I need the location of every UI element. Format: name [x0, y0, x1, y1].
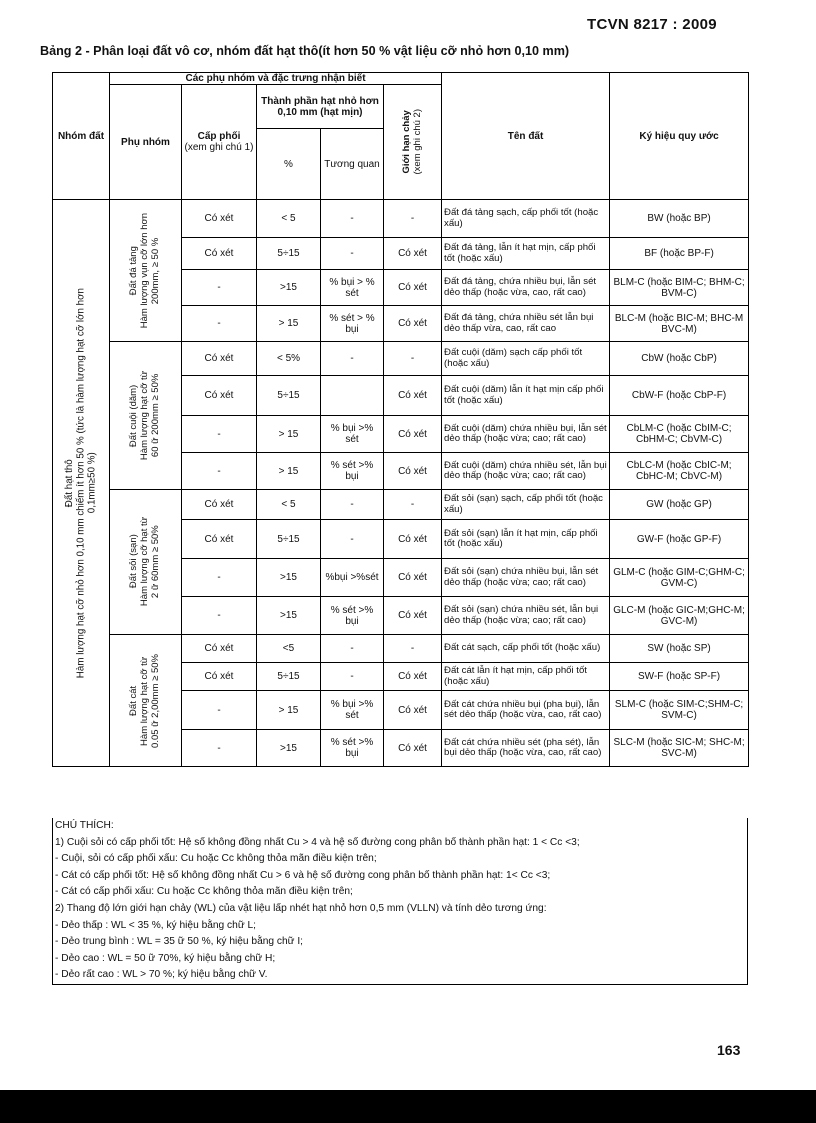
symbol-cell: SLM-C (hoặc SIM-C;SHM-C; SVM-C)	[610, 691, 749, 730]
gradation-cell: -	[182, 597, 257, 635]
gradation-cell: Có xét	[182, 635, 257, 663]
percent-cell: 5÷15	[257, 238, 321, 270]
percent-cell: >15	[257, 597, 321, 635]
soil-name-cell: Đất sỏi (sạn) chứa nhiều bụi, lẫn sét dẻo thấp (hoặc vừa; cao; rất cao)	[442, 559, 610, 597]
liquid-limit-cell: Có xét	[384, 416, 442, 453]
relation-cell: -	[321, 663, 384, 691]
soil-name-cell: Đất cuội (dăm) chứa nhiều bụi, lẫn sét dẻo thấp (hoặc vừa; cao; rất cao)	[442, 416, 610, 453]
percent-cell: < 5	[257, 200, 321, 238]
symbol-cell: GLM-C (hoặc GIM-C;GHM-C; GVM-C)	[610, 559, 749, 597]
subgroup-line3: 2 ữ 60mm ≥ 50%	[149, 525, 161, 599]
symbol-cell: GW (hoặc GP)	[610, 490, 749, 520]
notes-title: CHÚ THÍCH:	[55, 820, 114, 831]
soil-name-cell: Đất sỏi (sạn) lẫn ít hạt mịn, cấp phối tốt (hoặc xấu)	[442, 520, 610, 559]
subgroup-cell	[110, 635, 182, 767]
note-line: 1) Cuội sỏi có cấp phối tốt: Hệ số không đồng nhất Cu > 4 và hệ số đường cong phân bố thành phần hạt: 1 < Cc <3;	[55, 836, 580, 848]
note-line: - Cát có cấp phối xấu: Cu hoặc Cc không thỏa mãn điều kiện trên;	[55, 886, 353, 898]
percent-cell: > 15	[257, 691, 321, 730]
liquid-limit-cell: Có xét	[384, 730, 442, 767]
subgroup-line3: 200mm, ≥ 50 %	[149, 237, 161, 304]
gradation-cell: -	[182, 270, 257, 306]
liquid-limit-cell: Có xét	[384, 270, 442, 306]
soil-name-cell: Đất cát sạch, cấp phối tốt (hoặc xấu)	[442, 635, 610, 663]
note-line: - Dẻo cao : WL = 50 ữ 70%, ký hiệu bằng chữ H;	[55, 952, 276, 964]
liquid-limit-cell: Có xét	[384, 663, 442, 691]
percent-cell: 5÷15	[257, 376, 321, 416]
liquid-limit-cell: Có xét	[384, 691, 442, 730]
percent-cell: > 15	[257, 453, 321, 490]
liquid-limit-cell: Có xét	[384, 520, 442, 559]
symbol-cell: SW (hoặc SP)	[610, 635, 749, 663]
subgroup-line2: Hàm lượng vụn cỡ lớn hơn	[139, 212, 151, 329]
header-gradation	[182, 85, 257, 200]
symbol-cell: CbLC-M (hoặc CbIC-M; CbHC-M; CbVC-M)	[610, 453, 749, 490]
gradation-cell: -	[182, 416, 257, 453]
notes-box	[52, 818, 748, 985]
symbol-cell: CbW-F (hoặc CbP-F)	[610, 376, 749, 416]
subgroup-line1: Đất sỏi (sạn)	[128, 535, 140, 589]
subgroup-line2: Hàm lượng hạt cỡ từ	[139, 655, 151, 746]
header-subgroup: Phụ nhóm	[110, 85, 182, 200]
subgroup-cell	[110, 342, 182, 490]
gradation-cell: -	[182, 559, 257, 597]
symbol-cell: BLC-M (hoặc BIC-M; BHC-M BVC-M)	[610, 306, 749, 342]
percent-cell: >15	[257, 559, 321, 597]
table-title: Bảng 2 - Phân loại đất vô cơ, nhóm đất hạt thô(ít hơn 50 % vật liệu cỡ nhỏ hơn 0,10 mm)	[40, 44, 570, 58]
liquid-limit-cell: -	[384, 490, 442, 520]
subgroup-line1: Đất đá tảng	[128, 245, 140, 296]
gradation-cell: Có xét	[182, 200, 257, 238]
group-line2: Hàm lượng hạt cỡ nhỏ hơn 0,10 mm chiếm ít hơn 50 % (tức là hàm lượng hạt cỡ lớn hơn	[75, 287, 87, 679]
soil-name-cell: Đất cuội (dăm) lẫn ít hạt mịn cấp phối tốt (hoặc xấu)	[442, 376, 610, 416]
note-line: 2) Thang độ lớn giới hạn chảy (WL) của vật liệu lấp nhét hạt nhỏ hơn 0,5 mm (VLLN) và tính dẻo tương ứng:	[55, 902, 547, 914]
subgroup-line1: Đất cuội (dăm)	[128, 384, 140, 447]
classification-table	[52, 72, 749, 767]
header-liquid-limit-note: (xem ghi chú 2)	[411, 109, 423, 175]
liquid-limit-cell: -	[384, 635, 442, 663]
relation-cell: -	[321, 635, 384, 663]
note-line: - Dẻo rất cao : WL > 70 %; ký hiệu bằng chữ V.	[55, 969, 268, 981]
header-soil-name: Tên đất	[442, 73, 610, 200]
liquid-limit-cell: Có xét	[384, 238, 442, 270]
header-symbol: Ký hiệu quy ước	[610, 73, 749, 200]
relation-cell: % bụi > % sét	[321, 270, 384, 306]
liquid-limit-cell: -	[384, 200, 442, 238]
percent-cell: < 5	[257, 490, 321, 520]
relation-cell: % sét >% bụi	[321, 597, 384, 635]
note-line: - Cát có cấp phối tốt: Hệ số không đồng nhất Cu > 6 và hệ số đường cong phân bố thành phần hạt: 1< Cc <3;	[55, 869, 551, 881]
relation-cell: %bụi >%sét	[321, 559, 384, 597]
soil-name-cell: Đất cát chứa nhiều sét (pha sét), lẫn bụi dẻo thấp (hoặc vừa, cao, rất cao)	[442, 730, 610, 767]
header-relation: Tương quan	[321, 129, 384, 200]
relation-cell: % sét >% bụi	[321, 453, 384, 490]
percent-cell: 5÷15	[257, 520, 321, 559]
symbol-cell: SW-F (hoặc SP-F)	[610, 663, 749, 691]
header-gradation-note: (xem ghi chú 1)	[184, 142, 254, 153]
subgroup-line3: 60 ữ 200mm ≥ 50%	[149, 373, 161, 458]
relation-cell: -	[321, 342, 384, 376]
header-gradation-label: Cấp phối	[197, 131, 241, 142]
header-liquid-limit-label: Giới hạn chảy	[400, 110, 412, 174]
group-line3: 0,1mm≥50 %)	[86, 452, 98, 514]
soil-name-cell: Đất sỏi (sạn) chứa nhiều sét, lẫn bụi dẻo thấp (hoặc vừa; cao; rất cao)	[442, 597, 610, 635]
subgroup-cell	[110, 490, 182, 635]
gradation-cell: Có xét	[182, 663, 257, 691]
liquid-limit-cell: -	[384, 342, 442, 376]
relation-cell: % bụi >% sét	[321, 416, 384, 453]
symbol-cell: BLM-C (hoặc BIM-C; BHM-C; BVM-C)	[610, 270, 749, 306]
relation-cell: % sét >% bụi	[321, 730, 384, 767]
liquid-limit-cell: Có xét	[384, 306, 442, 342]
gradation-cell: Có xét	[182, 490, 257, 520]
subgroup-cell	[110, 200, 182, 342]
header-liquid-limit	[384, 85, 442, 200]
gradation-cell: Có xét	[182, 342, 257, 376]
percent-cell: <5	[257, 635, 321, 663]
note-line: - Dẻo trung bình : WL = 35 ữ 50 %, ký hiệu bằng chữ I;	[55, 936, 303, 948]
page-number: 163	[717, 1042, 741, 1058]
subgroup-line3: 0.05 ữ 2,00mm ≥ 50%	[149, 653, 161, 748]
symbol-cell: BW (hoặc BP)	[610, 200, 749, 238]
gradation-cell: Có xét	[182, 520, 257, 559]
table-row	[53, 490, 749, 520]
header-subgroups-char: Các phụ nhóm và đặc trưng nhận biết	[110, 73, 442, 85]
liquid-limit-cell: Có xét	[384, 453, 442, 490]
relation-cell: -	[321, 238, 384, 270]
percent-cell: < 5%	[257, 342, 321, 376]
symbol-cell: BF (hoặc BP-F)	[610, 238, 749, 270]
liquid-limit-cell: Có xét	[384, 597, 442, 635]
table-row	[53, 342, 749, 376]
table-row	[53, 635, 749, 663]
subgroup-line1: Đất cát	[128, 685, 140, 716]
gradation-cell: Có xét	[182, 376, 257, 416]
symbol-cell: GLC-M (hoặc GIC-M;GHC-M; GVC-M)	[610, 597, 749, 635]
gradation-cell: -	[182, 453, 257, 490]
liquid-limit-cell: Có xét	[384, 559, 442, 597]
symbol-cell: GW-F (hoặc GP-F)	[610, 520, 749, 559]
group-line1: Đất hạt thô	[64, 459, 76, 507]
scan-edge-band	[0, 1090, 816, 1123]
relation-cell: % bụi >% sét	[321, 691, 384, 730]
percent-cell: > 15	[257, 306, 321, 342]
note-line: - Cuội, sỏi có cấp phối xấu: Cu hoặc Cc không thỏa mãn điều kiện trên;	[55, 853, 377, 865]
soil-name-cell: Đất đá tảng, lẫn ít hạt mịn, cấp phối tốt (hoặc xấu)	[442, 238, 610, 270]
liquid-limit-cell: Có xét	[384, 376, 442, 416]
symbol-cell: CbW (hoặc CbP)	[610, 342, 749, 376]
soil-name-cell: Đất đá tảng sạch, cấp phối tốt (hoặc xấu)	[442, 200, 610, 238]
header-fines: Thành phần hạt nhỏ hơn 0,10 mm (hạt mịn)	[257, 85, 384, 129]
percent-cell: >15	[257, 730, 321, 767]
soil-name-cell: Đất cuội (dăm) chứa nhiều sét, lẫn bụi dẻo thấp (hoặc vừa; cao; rất cao)	[442, 453, 610, 490]
subgroup-line2: Hàm lượng cỡ hạt từ	[139, 517, 151, 607]
note-line: - Dẻo thấp : WL < 35 %, ký hiệu bằng chữ L;	[55, 919, 256, 931]
symbol-cell: CbLM-C (hoặc CbIM-C; CbHM-C; CbVM-C)	[610, 416, 749, 453]
gradation-cell: -	[182, 306, 257, 342]
percent-cell: > 15	[257, 416, 321, 453]
symbol-cell: SLC-M (hoặc SIC-M; SHC-M; SVC-M)	[610, 730, 749, 767]
gradation-cell: Có xét	[182, 238, 257, 270]
gradation-cell: -	[182, 691, 257, 730]
soil-name-cell: Đất đá tảng, chứa nhiều sét lẫn bụi dẻo thấp vừa, cao, rất cao	[442, 306, 610, 342]
group-cell	[53, 200, 110, 767]
percent-cell: 5÷15	[257, 663, 321, 691]
header-percent: %	[257, 129, 321, 200]
header-group: Nhóm đất	[53, 73, 110, 200]
percent-cell: >15	[257, 270, 321, 306]
relation-cell: -	[321, 490, 384, 520]
standard-code: TCVN 8217 : 2009	[587, 16, 717, 33]
subgroup-line2: Hàm lượng hạt cỡ từ	[139, 370, 151, 461]
relation-cell	[321, 376, 384, 416]
table-row	[53, 200, 749, 238]
gradation-cell: -	[182, 730, 257, 767]
relation-cell: % sét > % bụi	[321, 306, 384, 342]
soil-name-cell: Đất sỏi (sạn) sạch, cấp phối tốt (hoặc xấu)	[442, 490, 610, 520]
relation-cell: -	[321, 520, 384, 559]
soil-name-cell: Đất cát chứa nhiều bụi (pha bụi), lẫn sét dẻo thấp (hoặc vừa, cao, rất cao)	[442, 691, 610, 730]
relation-cell: -	[321, 200, 384, 238]
soil-name-cell: Đất cuội (dăm) sạch cấp phối tốt (hoặc xấu)	[442, 342, 610, 376]
soil-name-cell: Đất đá tảng, chứa nhiều bụi, lẫn sét dẻo thấp (hoặc vừa, cao, rất cao)	[442, 270, 610, 306]
soil-name-cell: Đất cát lẫn ít hạt mịn, cấp phối tốt (hoặc xấu)	[442, 663, 610, 691]
